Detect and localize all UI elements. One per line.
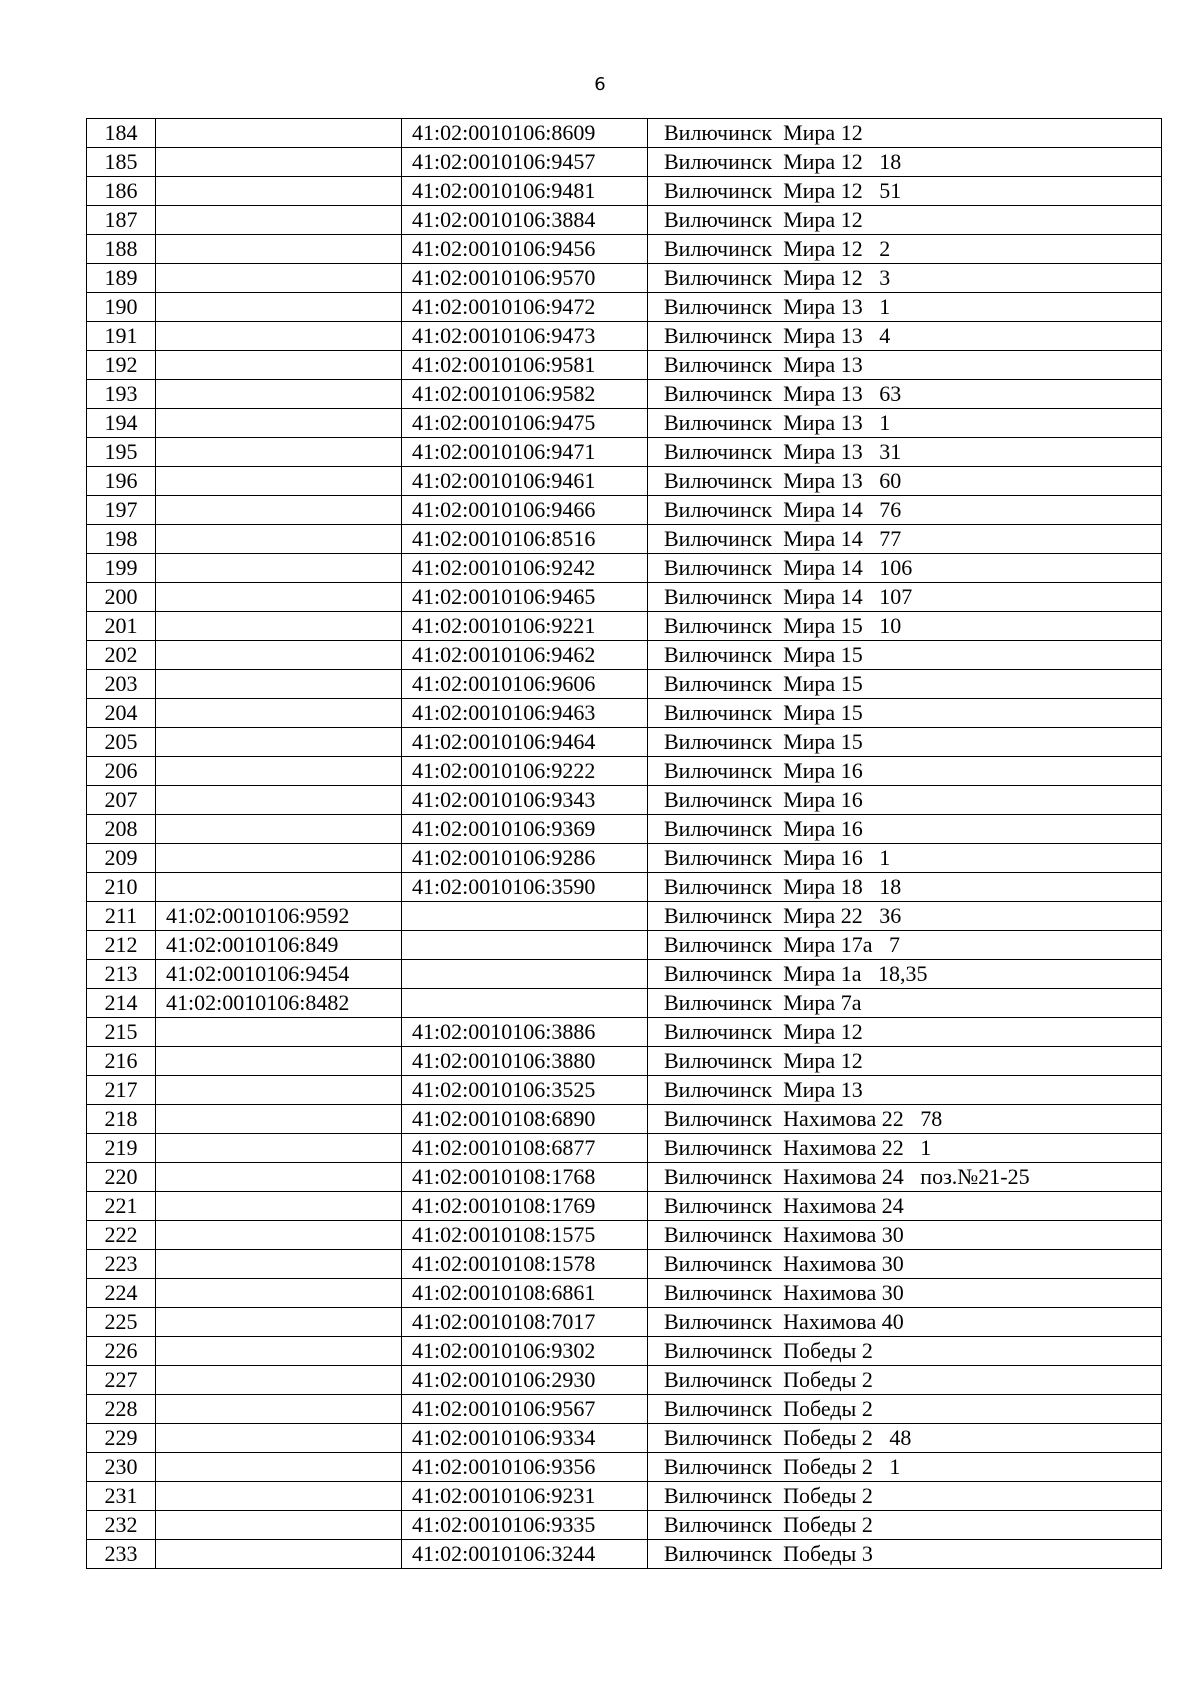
table-row [87, 148, 1162, 177]
row-number-cell: 203 [87, 670, 156, 699]
address-cell: Вилючинск Мира 12 [648, 1047, 1162, 1076]
object-cadastral-number-cell: 41:02:0010106:9581 [402, 351, 648, 380]
address-cell: Вилючинск Нахимова 40 [648, 1308, 1162, 1337]
object-cadastral-number-cell: 41:02:0010106:9462 [402, 641, 648, 670]
row-number-cell: 192 [87, 351, 156, 380]
row-number-cell: 212 [87, 931, 156, 960]
address-cell: Вилючинск Мира 16 [648, 757, 1162, 786]
object-cadastral-number-cell: 41:02:0010106:9457 [402, 148, 648, 177]
land-cadastral-number-cell [156, 1279, 402, 1308]
land-cadastral-number-cell [156, 641, 402, 670]
row-number-cell: 200 [87, 583, 156, 612]
address-cell: Вилючинск Нахимова 30 [648, 1279, 1162, 1308]
table-row [87, 728, 1162, 757]
land-cadastral-number-cell [156, 1453, 402, 1482]
land-cadastral-number-cell: 41:02:0010106:9454 [156, 960, 402, 989]
object-cadastral-number-cell: 41:02:0010106:9356 [402, 1453, 648, 1482]
land-cadastral-number-cell [156, 873, 402, 902]
row-number-cell: 199 [87, 554, 156, 583]
table-row [87, 612, 1162, 641]
address-cell: Вилючинск Мира 13 31 [648, 438, 1162, 467]
land-cadastral-number-cell [156, 351, 402, 380]
address-cell: Вилючинск Мира 16 [648, 786, 1162, 815]
address-cell: Вилючинск Нахимова 22 1 [648, 1134, 1162, 1163]
row-number-cell: 222 [87, 1221, 156, 1250]
object-cadastral-number-cell: 41:02:0010108:7017 [402, 1308, 648, 1337]
land-cadastral-number-cell [156, 177, 402, 206]
land-cadastral-number-cell [156, 1395, 402, 1424]
address-cell: Вилючинск Нахимова 24 [648, 1192, 1162, 1221]
object-cadastral-number-cell: 41:02:0010106:3886 [402, 1018, 648, 1047]
page-number: 6 [594, 74, 606, 95]
table-row [87, 960, 1162, 989]
row-number-cell: 218 [87, 1105, 156, 1134]
address-cell: Вилючинск Мира 12 [648, 206, 1162, 235]
land-cadastral-number-cell [156, 380, 402, 409]
object-cadastral-number-cell: 41:02:0010108:6890 [402, 1105, 648, 1134]
object-cadastral-number-cell: 41:02:0010106:9570 [402, 264, 648, 293]
address-cell: Вилючинск Победы 2 [648, 1482, 1162, 1511]
land-cadastral-number-cell: 41:02:0010106:849 [156, 931, 402, 960]
object-cadastral-number-cell: 41:02:0010106:8516 [402, 525, 648, 554]
row-number-cell: 196 [87, 467, 156, 496]
table-row [87, 873, 1162, 902]
land-cadastral-number-cell [156, 1076, 402, 1105]
object-cadastral-number-cell: 41:02:0010108:6861 [402, 1279, 648, 1308]
table-row [87, 1047, 1162, 1076]
address-cell: Вилючинск Мира 13 1 [648, 293, 1162, 322]
table-row [87, 380, 1162, 409]
land-cadastral-number-cell [156, 1482, 402, 1511]
object-cadastral-number-cell: 41:02:0010106:9473 [402, 322, 648, 351]
land-cadastral-number-cell [156, 554, 402, 583]
land-cadastral-number-cell [156, 1018, 402, 1047]
table-row [87, 554, 1162, 583]
row-number-cell: 191 [87, 322, 156, 351]
row-number-cell: 190 [87, 293, 156, 322]
table-row [87, 757, 1162, 786]
object-cadastral-number-cell: 41:02:0010106:9465 [402, 583, 648, 612]
object-cadastral-number-cell: 41:02:0010108:1768 [402, 1163, 648, 1192]
object-cadastral-number-cell: 41:02:0010106:9222 [402, 757, 648, 786]
object-cadastral-number-cell [402, 931, 648, 960]
table-row [87, 467, 1162, 496]
row-number-cell: 188 [87, 235, 156, 264]
table-row [87, 902, 1162, 931]
row-number-cell: 201 [87, 612, 156, 641]
object-cadastral-number-cell [402, 989, 648, 1018]
table-row [87, 1308, 1162, 1337]
row-number-cell: 213 [87, 960, 156, 989]
address-cell: Вилючинск Мира 13 60 [648, 467, 1162, 496]
object-cadastral-number-cell: 41:02:0010106:9456 [402, 235, 648, 264]
land-cadastral-number-cell [156, 119, 402, 148]
table-row [87, 989, 1162, 1018]
row-number-cell: 227 [87, 1366, 156, 1395]
table-row [87, 119, 1162, 148]
address-cell: Вилючинск Мира 14 106 [648, 554, 1162, 583]
object-cadastral-number-cell: 41:02:0010106:3590 [402, 873, 648, 902]
land-cadastral-number-cell: 41:02:0010106:9592 [156, 902, 402, 931]
address-cell: Вилючинск Победы 2 1 [648, 1453, 1162, 1482]
address-cell: Вилючинск Мира 12 [648, 1018, 1162, 1047]
land-cadastral-number-cell [156, 583, 402, 612]
address-cell: Вилючинск Мира 12 3 [648, 264, 1162, 293]
row-number-cell: 195 [87, 438, 156, 467]
land-cadastral-number-cell [156, 1163, 402, 1192]
row-number-cell: 219 [87, 1134, 156, 1163]
address-cell: Вилючинск Мира 12 [648, 119, 1162, 148]
table-row [87, 1453, 1162, 1482]
address-cell: Вилючинск Мира 15 [648, 728, 1162, 757]
table-row [87, 583, 1162, 612]
address-cell: Вилючинск Нахимова 30 [648, 1250, 1162, 1279]
object-cadastral-number-cell: 41:02:0010108:1578 [402, 1250, 648, 1279]
row-number-cell: 202 [87, 641, 156, 670]
row-number-cell: 230 [87, 1453, 156, 1482]
land-cadastral-number-cell [156, 1366, 402, 1395]
address-cell: Вилючинск Мира 12 2 [648, 235, 1162, 264]
row-number-cell: 217 [87, 1076, 156, 1105]
object-cadastral-number-cell: 41:02:0010108:1769 [402, 1192, 648, 1221]
table-row [87, 264, 1162, 293]
object-cadastral-number-cell: 41:02:0010106:9481 [402, 177, 648, 206]
address-cell: Вилючинск Мира 12 18 [648, 148, 1162, 177]
land-cadastral-number-cell [156, 1337, 402, 1366]
object-cadastral-number-cell: 41:02:0010106:9335 [402, 1511, 648, 1540]
table-row [87, 293, 1162, 322]
table-row [87, 1163, 1162, 1192]
address-cell: Вилючинск Нахимова 22 78 [648, 1105, 1162, 1134]
table-row [87, 699, 1162, 728]
object-cadastral-number-cell: 41:02:0010106:9242 [402, 554, 648, 583]
address-cell: Вилючинск Мира 14 107 [648, 583, 1162, 612]
address-cell: Вилючинск Мира 15 [648, 670, 1162, 699]
address-cell: Вилючинск Победы 2 48 [648, 1424, 1162, 1453]
land-cadastral-number-cell [156, 1134, 402, 1163]
table-row [87, 1192, 1162, 1221]
object-cadastral-number-cell: 41:02:0010106:9463 [402, 699, 648, 728]
table-row [87, 351, 1162, 380]
address-cell: Вилючинск Мира 15 10 [648, 612, 1162, 641]
table-row [87, 1424, 1162, 1453]
table-row [87, 235, 1162, 264]
row-number-cell: 225 [87, 1308, 156, 1337]
land-cadastral-number-cell [156, 786, 402, 815]
object-cadastral-number-cell: 41:02:0010106:3525 [402, 1076, 648, 1105]
table-row [87, 1482, 1162, 1511]
address-cell: Вилючинск Мира 15 [648, 699, 1162, 728]
row-number-cell: 205 [87, 728, 156, 757]
table-row [87, 641, 1162, 670]
row-number-cell: 207 [87, 786, 156, 815]
land-cadastral-number-cell: 41:02:0010106:8482 [156, 989, 402, 1018]
row-number-cell: 193 [87, 380, 156, 409]
land-cadastral-number-cell [156, 467, 402, 496]
object-cadastral-number-cell: 41:02:0010106:9221 [402, 612, 648, 641]
table-row [87, 409, 1162, 438]
address-cell: Вилючинск Мира 14 76 [648, 496, 1162, 525]
row-number-cell: 194 [87, 409, 156, 438]
address-cell: Вилючинск Мира 13 1 [648, 409, 1162, 438]
address-cell: Вилючинск Мира 13 [648, 1076, 1162, 1105]
row-number-cell: 206 [87, 757, 156, 786]
row-number-cell: 211 [87, 902, 156, 931]
address-cell: Вилючинск Победы 2 [648, 1337, 1162, 1366]
registry-table [86, 118, 1162, 1569]
row-number-cell: 229 [87, 1424, 156, 1453]
row-number-cell: 189 [87, 264, 156, 293]
address-cell: Вилючинск Мира 18 18 [648, 873, 1162, 902]
land-cadastral-number-cell [156, 1424, 402, 1453]
object-cadastral-number-cell: 41:02:0010106:9567 [402, 1395, 648, 1424]
address-cell: Вилючинск Мира 13 [648, 351, 1162, 380]
table-row [87, 322, 1162, 351]
address-cell: Вилючинск Мира 16 1 [648, 844, 1162, 873]
table-row [87, 815, 1162, 844]
address-cell: Вилючинск Мира 17а 7 [648, 931, 1162, 960]
address-cell: Вилючинск Мира 22 36 [648, 902, 1162, 931]
table-row [87, 496, 1162, 525]
row-number-cell: 223 [87, 1250, 156, 1279]
land-cadastral-number-cell [156, 1221, 402, 1250]
land-cadastral-number-cell [156, 264, 402, 293]
address-cell: Вилючинск Победы 3 [648, 1540, 1162, 1569]
table-row [87, 1221, 1162, 1250]
row-number-cell: 187 [87, 206, 156, 235]
row-number-cell: 184 [87, 119, 156, 148]
table-row [87, 931, 1162, 960]
object-cadastral-number-cell: 41:02:0010106:9582 [402, 380, 648, 409]
table-row [87, 1076, 1162, 1105]
object-cadastral-number-cell [402, 960, 648, 989]
address-cell: Вилючинск Нахимова 30 [648, 1221, 1162, 1250]
address-cell: Вилючинск Мира 12 51 [648, 177, 1162, 206]
table-row [87, 844, 1162, 873]
table-row [87, 1105, 1162, 1134]
object-cadastral-number-cell [402, 902, 648, 931]
address-cell: Вилючинск Мира 13 63 [648, 380, 1162, 409]
object-cadastral-number-cell: 41:02:0010106:9471 [402, 438, 648, 467]
land-cadastral-number-cell [156, 1192, 402, 1221]
object-cadastral-number-cell: 41:02:0010106:9472 [402, 293, 648, 322]
row-number-cell: 216 [87, 1047, 156, 1076]
address-cell: Вилючинск Победы 2 [648, 1511, 1162, 1540]
land-cadastral-number-cell [156, 815, 402, 844]
row-number-cell: 210 [87, 873, 156, 902]
table-row [87, 1279, 1162, 1308]
table-row [87, 1511, 1162, 1540]
address-cell: Вилючинск Мира 7а [648, 989, 1162, 1018]
land-cadastral-number-cell [156, 612, 402, 641]
object-cadastral-number-cell: 41:02:0010106:9606 [402, 670, 648, 699]
land-cadastral-number-cell [156, 206, 402, 235]
address-cell: Вилючинск Победы 2 [648, 1395, 1162, 1424]
land-cadastral-number-cell [156, 1047, 402, 1076]
land-cadastral-number-cell [156, 148, 402, 177]
land-cadastral-number-cell [156, 525, 402, 554]
object-cadastral-number-cell: 41:02:0010106:9466 [402, 496, 648, 525]
table-row [87, 786, 1162, 815]
object-cadastral-number-cell: 41:02:0010106:9231 [402, 1482, 648, 1511]
land-cadastral-number-cell [156, 1308, 402, 1337]
table-row [87, 1395, 1162, 1424]
table-row [87, 177, 1162, 206]
object-cadastral-number-cell: 41:02:0010106:8609 [402, 119, 648, 148]
row-number-cell: 220 [87, 1163, 156, 1192]
object-cadastral-number-cell: 41:02:0010106:9343 [402, 786, 648, 815]
table-row [87, 1250, 1162, 1279]
table-row [87, 438, 1162, 467]
object-cadastral-number-cell: 41:02:0010106:9302 [402, 1337, 648, 1366]
registry-table-body [87, 119, 1162, 1569]
row-number-cell: 232 [87, 1511, 156, 1540]
land-cadastral-number-cell [156, 409, 402, 438]
table-row [87, 1134, 1162, 1163]
row-number-cell: 209 [87, 844, 156, 873]
address-cell: Вилючинск Нахимова 24 поз.№21-25 [648, 1163, 1162, 1192]
object-cadastral-number-cell: 41:02:0010108:1575 [402, 1221, 648, 1250]
object-cadastral-number-cell: 41:02:0010106:9461 [402, 467, 648, 496]
object-cadastral-number-cell: 41:02:0010106:9334 [402, 1424, 648, 1453]
table-row [87, 206, 1162, 235]
land-cadastral-number-cell [156, 1250, 402, 1279]
object-cadastral-number-cell: 41:02:0010106:9369 [402, 815, 648, 844]
land-cadastral-number-cell [156, 322, 402, 351]
address-cell: Вилючинск Мира 1а 18,35 [648, 960, 1162, 989]
land-cadastral-number-cell [156, 1540, 402, 1569]
object-cadastral-number-cell: 41:02:0010106:3884 [402, 206, 648, 235]
row-number-cell: 197 [87, 496, 156, 525]
land-cadastral-number-cell [156, 496, 402, 525]
object-cadastral-number-cell: 41:02:0010106:9464 [402, 728, 648, 757]
row-number-cell: 214 [87, 989, 156, 1018]
object-cadastral-number-cell: 41:02:0010106:3244 [402, 1540, 648, 1569]
land-cadastral-number-cell [156, 699, 402, 728]
land-cadastral-number-cell [156, 293, 402, 322]
row-number-cell: 231 [87, 1482, 156, 1511]
object-cadastral-number-cell: 41:02:0010106:2930 [402, 1366, 648, 1395]
land-cadastral-number-cell [156, 670, 402, 699]
address-cell: Вилючинск Победы 2 [648, 1366, 1162, 1395]
address-cell: Вилючинск Мира 15 [648, 641, 1162, 670]
land-cadastral-number-cell [156, 438, 402, 467]
land-cadastral-number-cell [156, 844, 402, 873]
address-cell: Вилючинск Мира 16 [648, 815, 1162, 844]
land-cadastral-number-cell [156, 728, 402, 757]
row-number-cell: 224 [87, 1279, 156, 1308]
object-cadastral-number-cell: 41:02:0010108:6877 [402, 1134, 648, 1163]
land-cadastral-number-cell [156, 1105, 402, 1134]
address-cell: Вилючинск Мира 14 77 [648, 525, 1162, 554]
row-number-cell: 226 [87, 1337, 156, 1366]
address-cell: Вилючинск Мира 13 4 [648, 322, 1162, 351]
row-number-cell: 185 [87, 148, 156, 177]
row-number-cell: 228 [87, 1395, 156, 1424]
row-number-cell: 186 [87, 177, 156, 206]
table-row [87, 1337, 1162, 1366]
table-row [87, 1018, 1162, 1047]
table-row [87, 525, 1162, 554]
land-cadastral-number-cell [156, 235, 402, 264]
object-cadastral-number-cell: 41:02:0010106:9286 [402, 844, 648, 873]
row-number-cell: 198 [87, 525, 156, 554]
row-number-cell: 208 [87, 815, 156, 844]
object-cadastral-number-cell: 41:02:0010106:9475 [402, 409, 648, 438]
land-cadastral-number-cell [156, 757, 402, 786]
row-number-cell: 215 [87, 1018, 156, 1047]
land-cadastral-number-cell [156, 1511, 402, 1540]
table-row [87, 1366, 1162, 1395]
row-number-cell: 233 [87, 1540, 156, 1569]
row-number-cell: 204 [87, 699, 156, 728]
table-row [87, 1540, 1162, 1569]
row-number-cell: 221 [87, 1192, 156, 1221]
object-cadastral-number-cell: 41:02:0010106:3880 [402, 1047, 648, 1076]
table-row [87, 670, 1162, 699]
